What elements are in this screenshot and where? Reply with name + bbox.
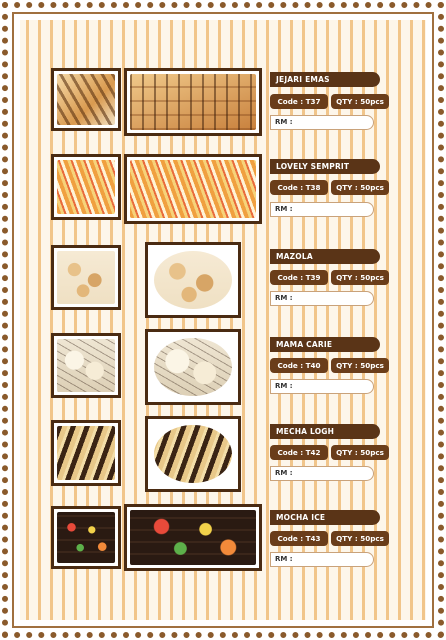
product-name: LOVELY SEMPRIT: [270, 159, 380, 174]
product-closeup-photo: [51, 245, 121, 310]
product-tray-photo: [124, 154, 262, 224]
product-closeup-photo: [51, 68, 121, 131]
product-code: Code : T43: [270, 531, 328, 546]
price-field[interactable]: RM :: [270, 552, 374, 567]
product-closeup-photo: [51, 420, 121, 486]
product-qty: QTY : 50pcs: [331, 531, 389, 546]
price-field[interactable]: RM :: [270, 379, 374, 394]
product-qty: QTY : 50pcs: [331, 445, 389, 460]
price-field[interactable]: RM :: [270, 115, 374, 130]
price-field[interactable]: RM :: [270, 291, 374, 306]
product-code: Code : T38: [270, 180, 328, 195]
product-code: Code : T42: [270, 445, 328, 460]
product-platter-photo: [145, 242, 241, 318]
price-field[interactable]: RM :: [270, 466, 374, 481]
product-name: JEJARI EMAS: [270, 72, 380, 87]
product-name: MECHA LOGH: [270, 424, 380, 439]
product-closeup-photo: [51, 506, 121, 569]
product-tray-photo: [124, 68, 262, 136]
product-qty: QTY : 50pcs: [331, 270, 389, 285]
product-platter-photo: [145, 329, 241, 405]
product-code: Code : T37: [270, 94, 328, 109]
product-qty: QTY : 50pcs: [331, 94, 389, 109]
product-code: Code : T39: [270, 270, 328, 285]
product-qty: QTY : 50pcs: [331, 180, 389, 195]
product-name: MOCHA ICE: [270, 510, 380, 525]
product-name: MAZOLA: [270, 249, 380, 264]
product-closeup-photo: [51, 154, 121, 220]
product-qty: QTY : 50pcs: [331, 358, 389, 373]
product-platter-photo: [145, 416, 241, 492]
product-closeup-photo: [51, 333, 121, 398]
product-tray-photo: [124, 504, 262, 571]
product-code: Code : T40: [270, 358, 328, 373]
price-field[interactable]: RM :: [270, 202, 374, 217]
product-name: MAMA CARIE: [270, 337, 380, 352]
